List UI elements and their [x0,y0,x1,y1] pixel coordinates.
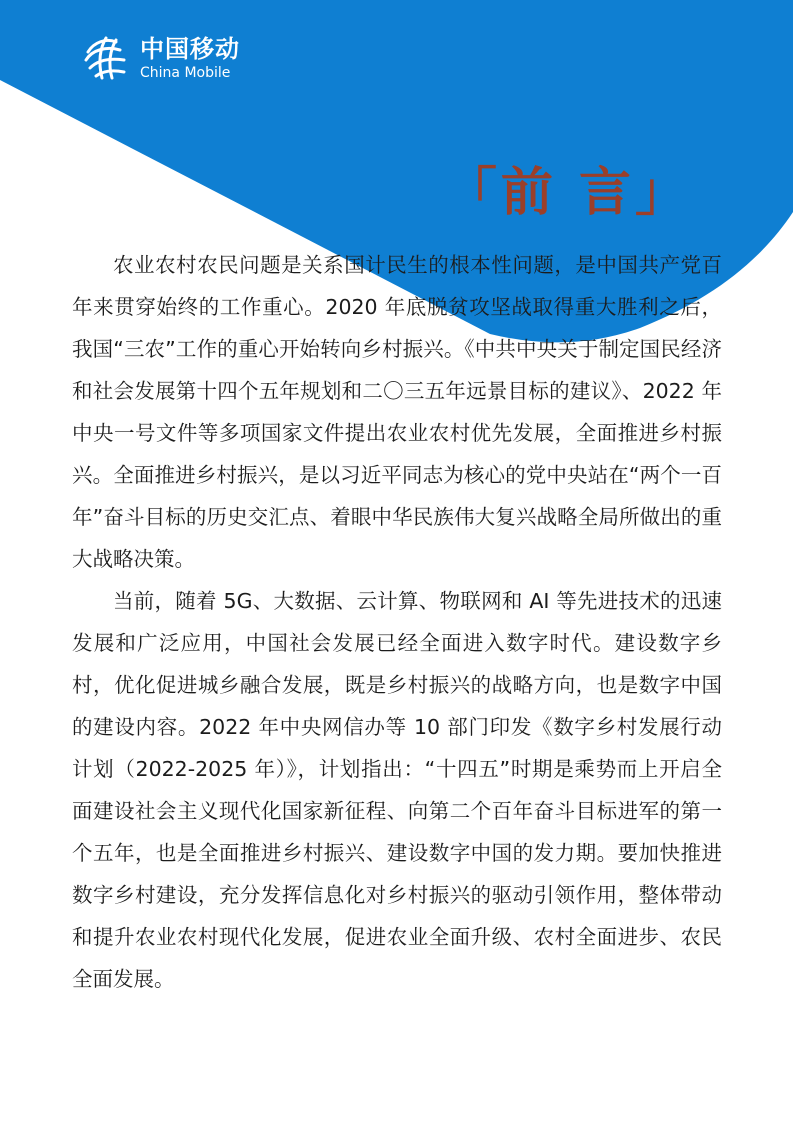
brand-name-cn: 中国移动 [140,34,240,63]
preface-body [72,244,722,1000]
china-mobile-logo-icon [80,32,132,84]
brand-logo [80,32,240,84]
brand-name-en: China Mobile [140,64,231,81]
section-title: 「前 言」 [444,163,691,223]
paragraph: 当前，随着 5G、大数据、云计算、物联网和 AI 等先进技术的迅速发展和广泛应用，中国社会发展已经全面进入数字时代。建设数字乡村，优化促进城乡融合发展，既是乡村振兴的战略方向，也是数字中国的建设内容。2022 年中央网信办等 10 部门印发《数字乡村发展行动计划（2022-2025 年）》，计划指出：“十四五”时期是乘势而上开启全面建设社会主义现代化国家新征程、向第二个百年奋斗目标进军的第一个五年，也是全面推进乡村振兴、建设数字中国的发力期。要加快推进数字乡村建设，充分发挥信息化对乡村振兴的驱动引领作用，整体带动和提升农业农村现代化发展，促进农业全面升级、农村全面进步、农民全面发展。 [72,589,722,991]
paragraph: 农业农村农民问题是关系国计民生的根本性问题，是中国共产党百年来贯穿始终的工作重心。2020 年底脱贫攻坚战取得重大胜利之后，我国“三农”工作的重心开始转向乡村振兴。《中共中央关于制定国民经济和社会发展第十四个五年规划和二〇三五年远景目标的建议》、2022 年中央一号文件等多项国家文件提出农业农村优先发展，全面推进乡村振兴。全面推进乡村振兴，是以习近平同志为核心的党中央站在“两个一百年”奋斗目标的历史交汇点、着眼中华民族伟大复兴战略全局所做出的重大战略决策。 [72,253,722,571]
brand-name [140,34,240,81]
